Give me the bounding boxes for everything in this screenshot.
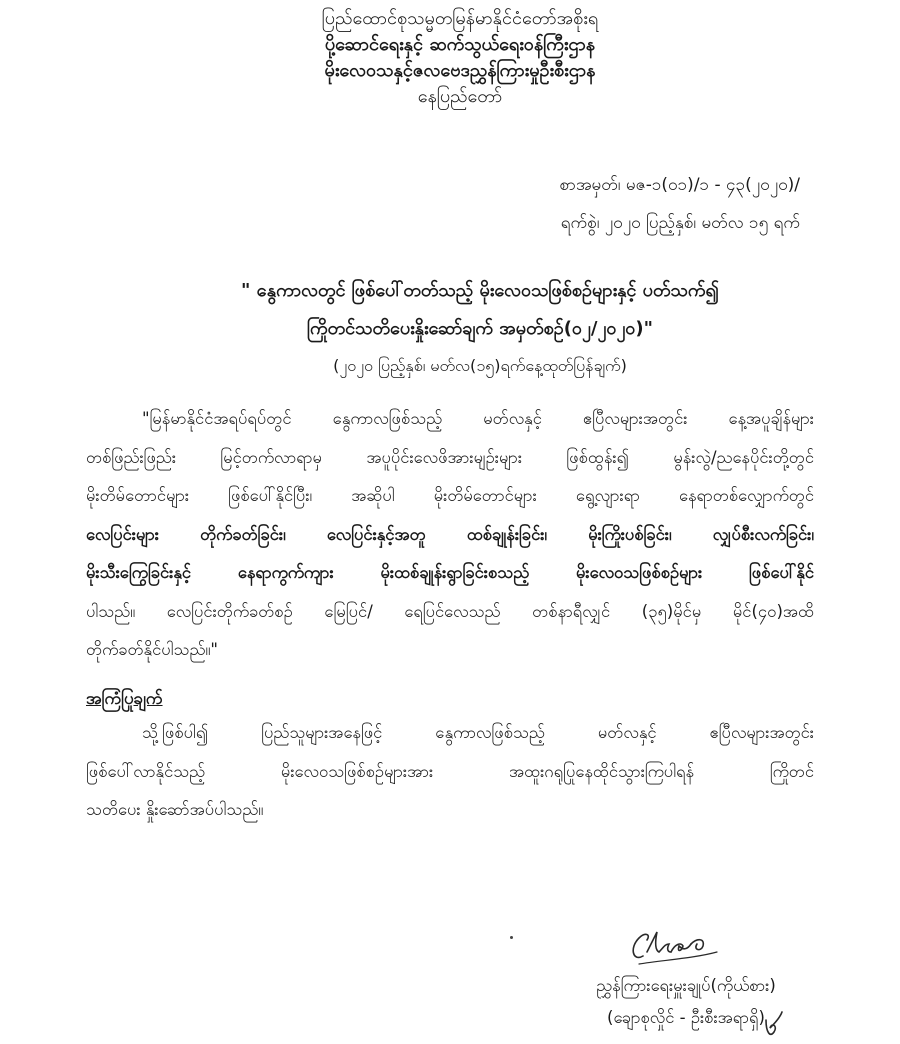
body-line: ပါသည်။ လေပြင်းတိုက်ခတ်စဉ် မြေပြင်/ ရေပြင်လေသည် ‌တစ်နာရီလျှင် (၃၅)မိုင်မှ မိုင်(၄၀)အထိ bbox=[86, 601, 814, 621]
issue-date-subtitle: (၂၀၂၀ ပြည့်နှစ်၊ မတ်လ(၁၅)ရက်နေ့ထုတ်ပြန်ချက်) bbox=[333, 356, 627, 375]
handwritten-signature bbox=[625, 926, 725, 972]
letterhead bbox=[250, 6, 670, 110]
notice-body bbox=[86, 400, 814, 670]
body-line: တိုက်ခတ်နိုင်ပါသည်။" bbox=[86, 640, 218, 659]
letter-date: ရက်စွဲ၊ ၂၀၂၀ ပြည့်နှစ်၊ မတ်လ ၁၅ ရက် bbox=[560, 213, 800, 233]
advice-line: သို့ဖြစ်ပါ၍ ပြည်သူများအနေဖြင့် နွေကာလဖြစ်သည့် မတ်လနှင့် ဧပြီလများအတွင်း bbox=[142, 723, 814, 742]
reference-block bbox=[559, 166, 800, 242]
department-name: မိုးလေဝသနှင့်ဇလဗေဒညွှန်ကြားမှုဦးစီးဌာန bbox=[324, 60, 596, 81]
city-name: နေပြည်တော် bbox=[417, 86, 503, 107]
advice-heading: အကြံပြုချက် bbox=[86, 689, 163, 709]
signatory-name: (ချောစုလှိုင် - ဦးစီးအရာရှိ) bbox=[607, 1008, 765, 1027]
advice-line: သတိပေး နှိုးဆော်အပ်ပါသည်။ bbox=[86, 800, 264, 819]
signatory-title: ညွှန်ကြားရေးမှူးချုပ်(ကိုယ်စား) bbox=[596, 976, 776, 995]
handwritten-initial bbox=[760, 1010, 786, 1040]
body-line: မိုးသီးကြွေခြင်းနှင့် နေရာကွက်ကျား မိုးထစ်ချုန်းရွာခြင်းစသည့် မိုးလေဝသဖြစ်စဉ်များ ဖြစ်ပေါ်နိုင် bbox=[86, 563, 814, 582]
body-line: လေပြင်းများ တိုက်ခတ်ခြင်း၊ လေပြင်းနှင့်အတူ ထစ်ချုန်းခြင်း၊ မိုးကြိုးပစ်ခြင်း၊ လျှပ်စီးလက်ခြင်း၊ bbox=[86, 524, 814, 544]
body-line: "မြန်မာနိုင်ငံအရပ်ရပ်တွင် နွေကာလဖြစ်သည့် မတ်လနှင့် ဧပြီလများအတွင်း နေ့အပူချိန်များ bbox=[142, 409, 814, 428]
title-line-2: ကြိုတင်သတိပေးနှိုးဆော်ချက် အမှတ်စဉ်(၀၂/၂၀၂၀)" bbox=[306, 318, 654, 339]
letter-number: စာအမှတ်၊ မဇ-၁(၀၁)/၁ - ၄၃(၂၀၂၀)/ bbox=[559, 175, 800, 195]
body-paragraph bbox=[86, 400, 814, 670]
advice-body bbox=[86, 714, 814, 830]
notice-title bbox=[100, 272, 860, 384]
advice-paragraph bbox=[86, 714, 814, 830]
scan-speck bbox=[510, 936, 513, 939]
body-line: တစ်ဖြည်းဖြည်း မြင့်တက်လာရာမှ အပူပိုင်းလေဖိအားမျဉ်းများ ဖြစ်ထွန်း၍ မွန်းလွဲ/ညနေပိုင်းတို့တွင် bbox=[86, 447, 814, 467]
title-line-1: " နွေကာလတွင် ဖြစ်ပေါ်တတ်သည့် မိုးလေဝသဖြစ်စဉ်များနှင့် ပတ်သက်၍ bbox=[241, 280, 719, 301]
advice-line: ဖြစ်ပေါ်လာနိုင်သည့် မိုးလေဝသဖြစ်စဉ်များအား အထူးဂရုပြုနေထိုင်သွားကြပါရန် ကြိုတင် bbox=[86, 761, 814, 781]
signatory-block bbox=[536, 970, 836, 1034]
body-line: မိုးတိမ်တောင်များ ဖြစ်ပေါ်နိုင်ပြီး၊ အဆိုပါ မိုးတိမ်တောင်များ ရွေ့လျားရာ နေရာတစ်လျှောက်တွင် bbox=[86, 486, 814, 505]
ministry-name: ပို့ဆောင်ရေးနှင့် ဆက်သွယ်ရေးဝန်ကြီးဌာန bbox=[324, 34, 596, 55]
government-name: ပြည်ထောင်စုသမ္မတမြန်မာနိုင်ငံတော်အစိုးရ bbox=[321, 8, 599, 29]
